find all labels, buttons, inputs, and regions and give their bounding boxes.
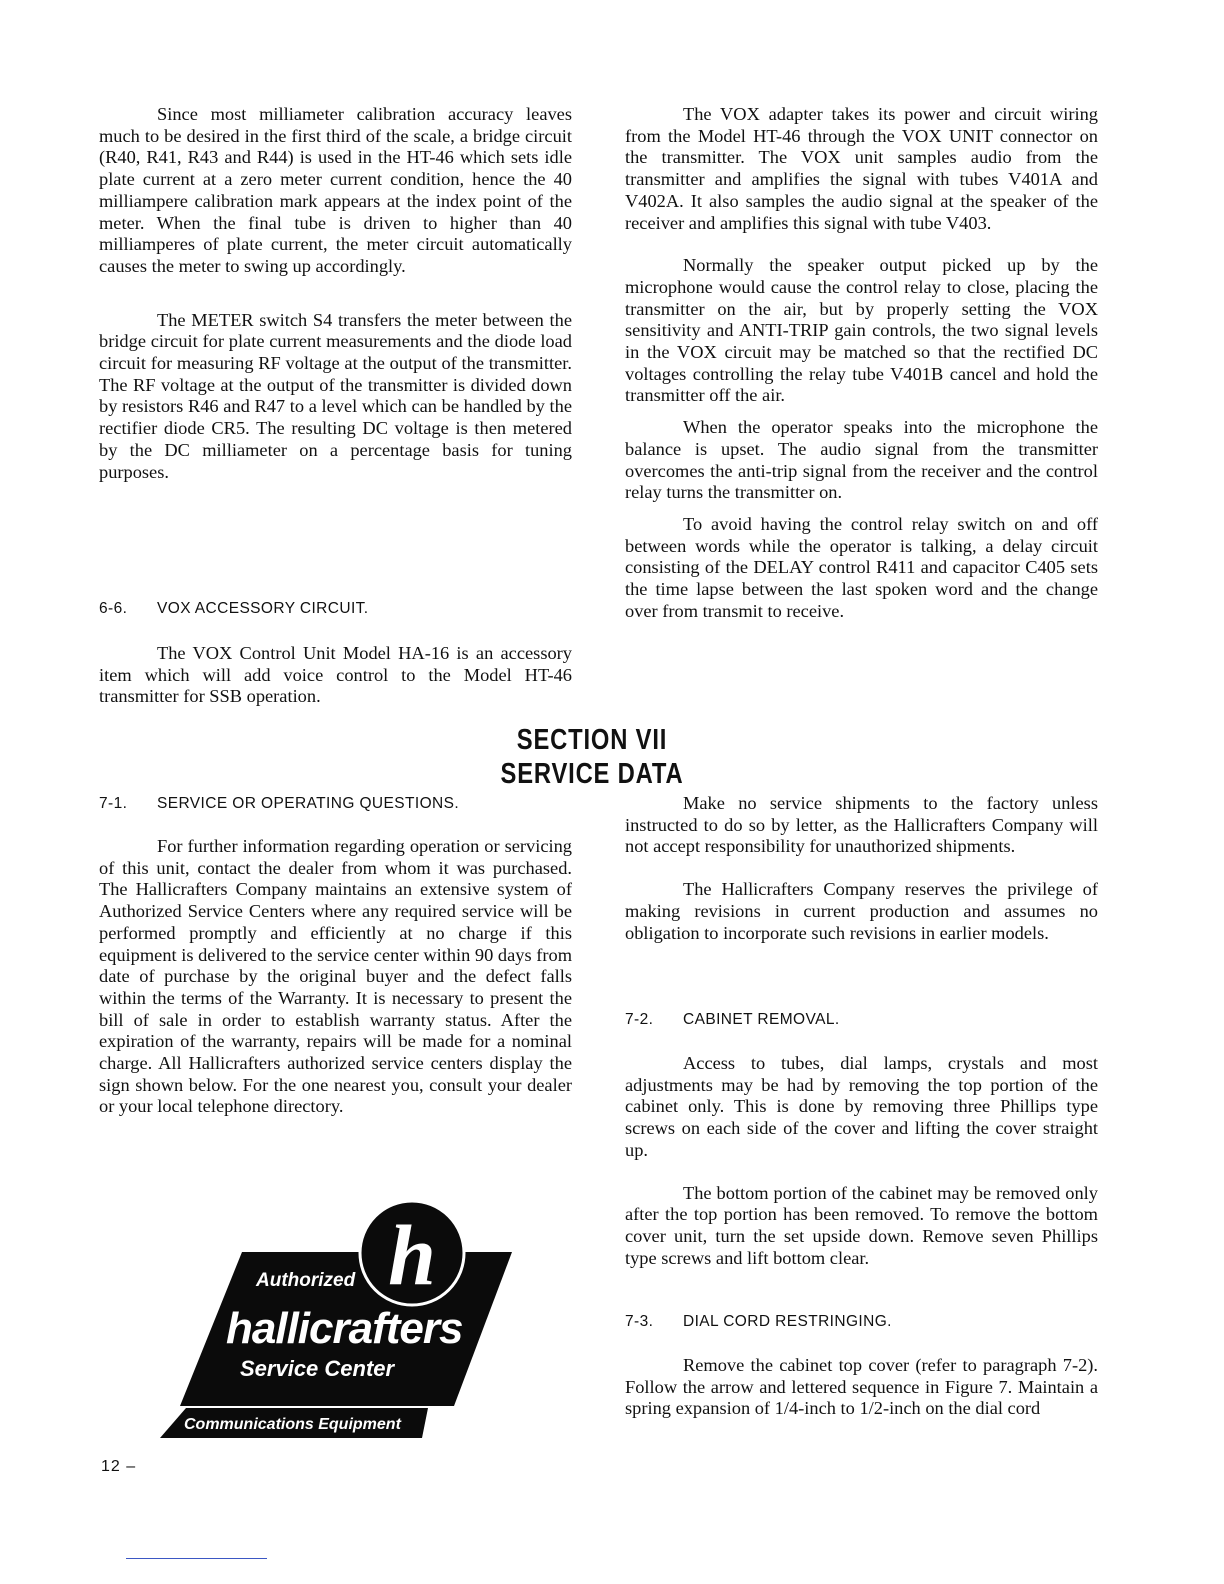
heading-7-3 <box>625 1312 892 1332</box>
paragraph-operator-speaks: When the operator speaks into the microphone the balance is upset. The audio signal from the transmitter overcomes the anti-trip signal from the receiver and the control relay turns the transmitter on. <box>625 417 1098 503</box>
heading-number: 7-1. <box>99 795 128 812</box>
paragraph-cabinet-bottom: The bottom portion of the cabinet may be removed only after the top portion has been removed. To remove the bottom cover unit, turn the set upside down. Remove seven Phillips type screws and lift bottom clear. <box>625 1182 1098 1268</box>
right-column-top <box>625 104 1098 622</box>
heading-7-1 <box>99 794 459 814</box>
logo-brand: hallicrafters <box>226 1304 463 1353</box>
heading-number: 6-6. <box>99 600 128 617</box>
heading-title: SERVICE OR OPERATING QUESTIONS. <box>157 795 460 812</box>
paragraph-vox-control-unit: The VOX Control Unit Model HA-16 is an accessory item which will add voice control to the Model HT-46 transmitter for SSB operation. <box>99 643 572 707</box>
heading-7-2 <box>625 1010 840 1030</box>
heading-title: CABINET REMOVAL. <box>683 1011 840 1028</box>
section-subtitle: SERVICE DATA <box>500 758 684 790</box>
h-emblem-icon: h <box>388 1207 436 1303</box>
paragraph-service-shipments: Make no service shipments to the factory unless instructed to do so by letter, as the Hallicrafters Company will not accept responsibility for unauthorized shipments. <box>625 793 1098 857</box>
heading-title: DIAL CORD RESTRINGING. <box>683 1313 892 1330</box>
heading-title: VOX ACCESSORY CIRCUIT. <box>157 600 369 617</box>
paragraph-dial-cord: Remove the cabinet top cover (refer to paragraph 7-2). Follow the arrow and lettered sequence in Figure 7. Maintain a spring expansion of 1/4-inch to 1/2-inch on the dial cord <box>625 1355 1098 1419</box>
heading-number: 7-2. <box>625 1011 654 1028</box>
service-right-column <box>625 793 1098 944</box>
logo-authorized: Authorized <box>256 1270 356 1291</box>
section-title: SECTION VII <box>516 724 668 756</box>
logo-tagline: Communications Equipment <box>184 1416 401 1433</box>
paragraph-meter-calibration: Since most milliameter calibration accuracy leaves much to be desired in the first third of the scale, a bridge circuit (R40, R41, R43 and R44) is used in the HT-46 which sets idle plate current at a zero meter current condition, hence the 40 milliampere calibration mark appears at the index point of the meter. When the final tube is driven to higher than 40 milliamperes of plate current, the meter circuit automatically causes the meter to swing up accordingly. <box>99 104 572 276</box>
heading-number: 7-3. <box>625 1313 654 1330</box>
paragraph-service-information: For further information regarding operation or servicing of this unit, contact the dealer from whom it was purchased. The Hallicrafters Company maintains an extensive system of Authorized Service Centers where any required service will be performed promptly and efficiently at no charge if this equipment is delivered to the service center within 90 days from date of purchase by the original buyer and the defect falls within the terms of the Warranty. It is necessary to present the bill of sale in order to establish warranty status. After the expiration of the warranty, repairs will be made for a nominal charge. All Hallicrafters authorized service centers display the sign shown below. For the one nearest you, consult your dealer or your local telephone directory. <box>99 836 572 1117</box>
dial-cord-column <box>625 1355 1098 1420</box>
paragraph-vox-adapter: The VOX adapter takes its power and circuit wiring from the Model HT-46 through the VOX UNIT connector on the transmitter. The VOX unit samples audio from the transmitter and amplifies the signal with tubes V401A and V402A. It also samples the audio signal at the speaker of the receiver and amplifies this signal with tube V403. <box>625 104 1098 233</box>
page-number: 12 – <box>101 1458 137 1475</box>
footer-rule <box>126 1558 267 1559</box>
paragraph-speaker-output: Normally the speaker output picked up by the microphone would cause the control relay to close, placing the transmitter on the air, but by properly setting the VOX sensitivity and ANTI-TRIP gain controls, the two signal levels in the VOX circuit may be matched so that the rectified DC voltages controlling the relay tube V401B cancel and hold the transmitter off the air. <box>625 255 1098 406</box>
service-left-column <box>99 836 572 1118</box>
left-column-top <box>99 104 572 483</box>
cabinet-removal-column <box>625 1053 1098 1269</box>
logo-service-center: Service Center <box>240 1356 395 1381</box>
paragraph-meter-switch: The METER switch S4 transfers the meter between the bridge circuit for plate current measurements and the diode load circuit for measuring RF voltage at the output of the transmitter. The RF voltage at the output of the transmitter is divided down by resistors R46 and R47 to a level which can be handled by the rectifier diode CR5. The resulting DC voltage is then metered by the DC milliameter on a percentage basis for tuning purposes. <box>99 309 572 482</box>
paragraph-cabinet-top: Access to tubes, dial lamps, crystals and most adjustments may be had by removing the top portion of the cabinet only. This is done by removing three Phillips type screws on each side of the cover and lifting the cover straight up. <box>625 1053 1098 1160</box>
left-column-vox <box>99 643 572 708</box>
heading-6-6 <box>99 599 369 619</box>
hallicrafters-service-center-logo <box>156 1198 518 1442</box>
paragraph-revisions: The Hallicrafters Company reserves the privilege of making revisions in current production and assumes no obligation to incorporate such revisions in earlier models. <box>625 879 1098 943</box>
paragraph-delay-circuit: To avoid having the control relay switch on and off between words while the operator is talking, a delay circuit consisting of the DELAY control R411 and capacitor C405 sets the time lapse between the last spoken word and the change over from transmit to receive. <box>625 513 1098 621</box>
